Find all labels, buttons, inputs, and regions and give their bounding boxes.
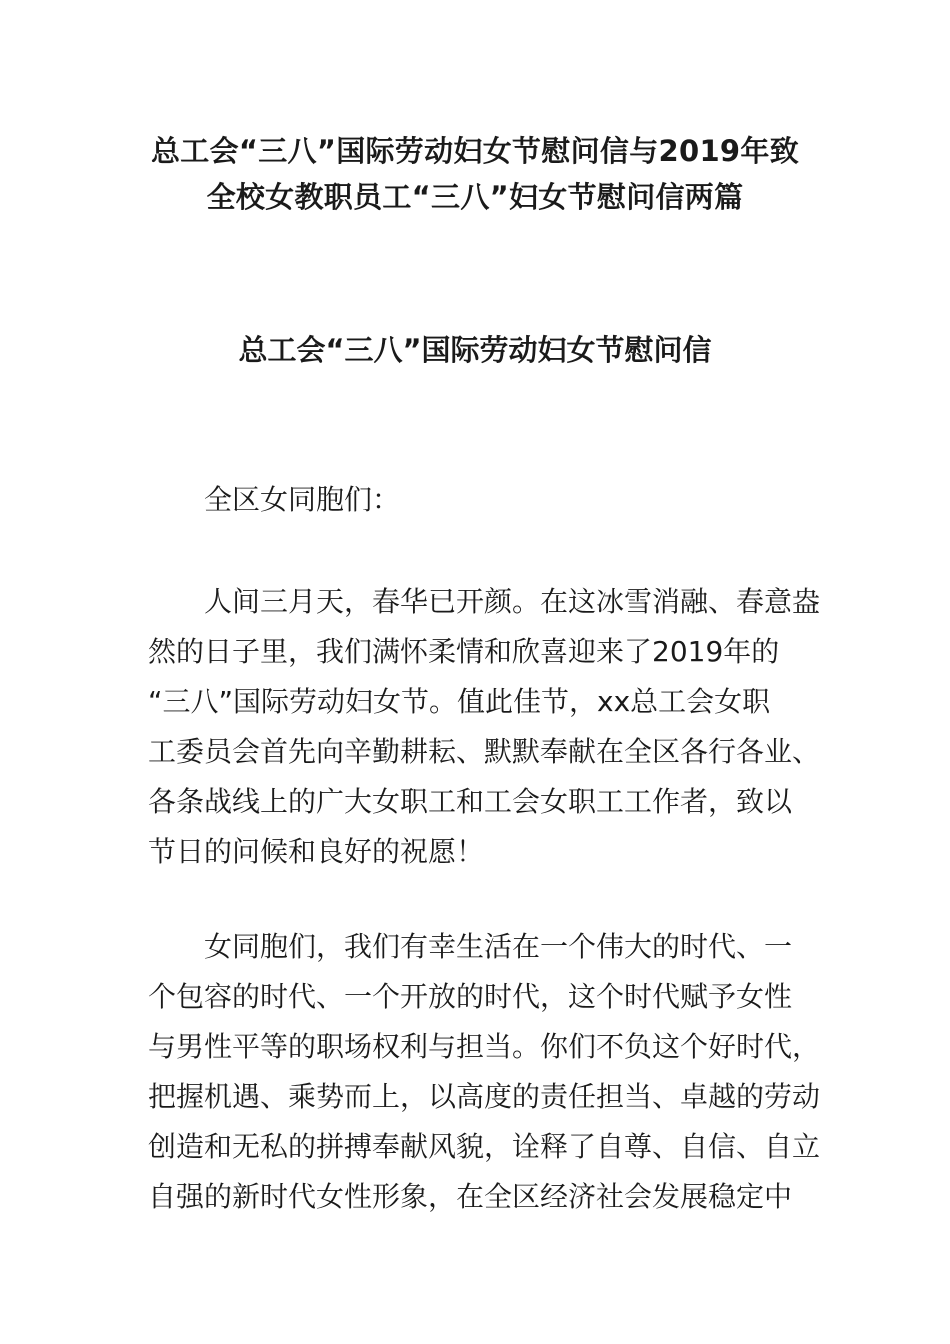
- letter-title: 总工会“三八”国际劳动妇女节慰问信: [238, 333, 712, 367]
- paragraph-1-line: 然的日子里，我们满怀柔情和欣喜迎来了2019年的: [148, 635, 780, 668]
- paragraph-2-line: 个包容的时代、一个开放的时代，这个时代赋予女性: [148, 980, 793, 1013]
- paragraph-1-line: 各条战线上的广大女职工和工会女职工工作者，致以: [148, 785, 793, 818]
- document-title-line-2: 全校女教职员工“三八”妇女节慰问信两篇: [206, 180, 744, 214]
- paragraph-2-line: 创造和无私的拼搏奉献风貌，诠释了自尊、自信、自立: [148, 1130, 821, 1163]
- paragraph-1-line: 节日的问候和良好的祝愿！: [148, 835, 485, 868]
- greeting-line: 全区女同胞们：: [204, 483, 401, 516]
- letter-greeting: [148, 475, 828, 525]
- paragraph-1-line: 人间三月天，春华已开颜。在这冰雪消融、春意盎: [204, 585, 821, 618]
- document-title-line-1: 总工会“三八”国际劳动妇女节慰问信与2019年致: [150, 134, 800, 168]
- paragraph-1: [148, 577, 828, 877]
- paragraph-1-line: 工委员会首先向辛勤耕耘、默默奉献在全区各行各业、: [148, 735, 821, 768]
- paragraph-2-line: 自强的新时代女性形象，在全区经济社会发展稳定中: [148, 1180, 793, 1213]
- paragraph-2: [148, 922, 828, 1222]
- paragraph-1-line: “三八”国际劳动妇女节。值此佳节，xx总工会女职: [148, 685, 771, 718]
- paragraph-2-line: 与男性平等的职场权利与担当。你们不负这个好时代，: [148, 1030, 821, 1063]
- paragraph-2-line: 把握机遇、乘势而上，以高度的责任担当、卓越的劳动: [148, 1080, 821, 1113]
- paragraph-2-line: 女同胞们，我们有幸生活在一个伟大的时代、一: [204, 930, 793, 963]
- document-title: [100, 128, 850, 220]
